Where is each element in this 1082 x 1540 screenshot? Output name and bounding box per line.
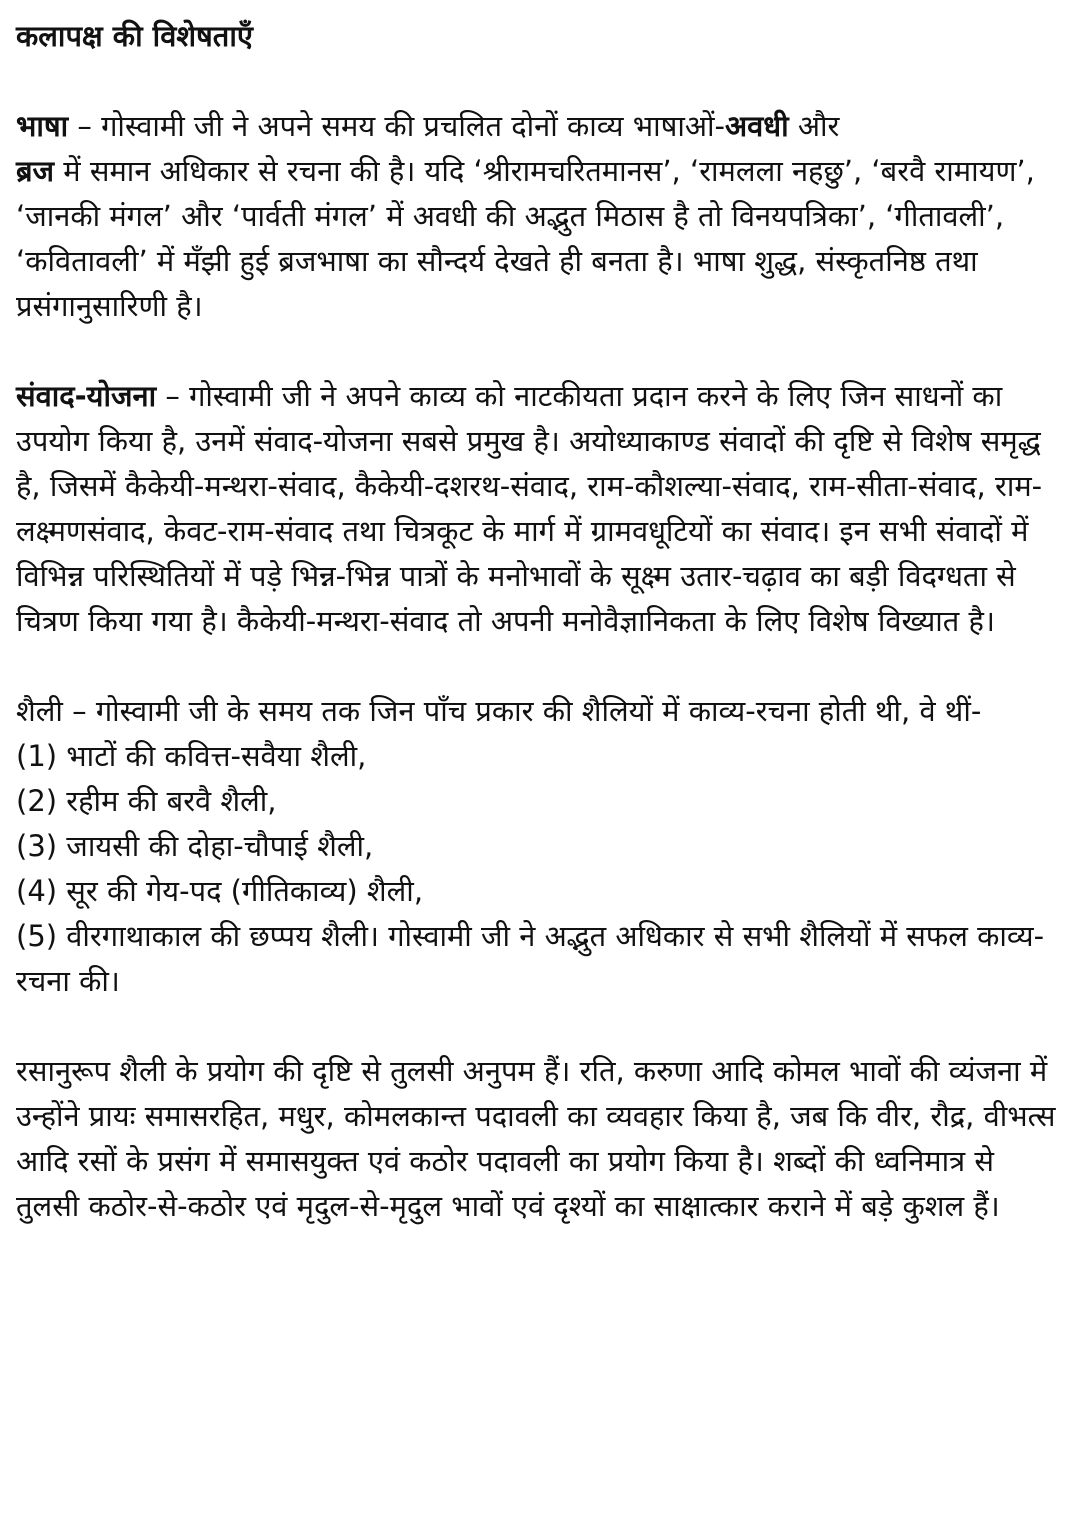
awadhi-term: अवधी xyxy=(725,109,789,143)
shaili-item: (1) भाटों की कवित्त-सवैया शैली, xyxy=(16,739,367,773)
bhasha-text-2: और xyxy=(788,109,840,143)
samvad-paragraph xyxy=(16,374,1056,644)
page-title: कलापक्ष की विशेषताएँ xyxy=(16,19,253,53)
bhasha-text-3: में समान अधिकार से रचना की है। यदि ‘श्रीरामचरितमानस’, ‘रामलला नहछु’, ‘बरवै रामायण’, ‘जानकी मंगल’ और ‘पार्वती मंगल’ में अवधी की अद्भुत मिठास है तो विनयपत्रिका’, ‘गीतावली’, ‘कवितावली’ में मँझी हुई ब्रजभाषा का सौन्दर्य देखते ही बनता है। भाषा शुद्ध, संस्कृतनिष्ठ तथा प्रसंगानुसारिणी है। xyxy=(16,154,1035,323)
shaili-item: (3) जायसी की दोहा-चौपाई शैली, xyxy=(16,829,374,863)
shaili-intro: शैली – गोस्वामी जी के समय तक जिन पाँच प्रकार की शैलियों में काव्य-रचना होती थी, वे थीं- xyxy=(16,694,982,728)
bhasha-paragraph xyxy=(16,104,1056,329)
shaili-section xyxy=(16,689,1056,1004)
bhasha-label: भाषा xyxy=(16,109,69,143)
shaili-item: (5) वीरगाथाकाल की छप्पय शैली। गोस्वामी जी ने अद्भुत अधिकार से सभी शैलियों में सफल काव्य-रचना की। xyxy=(16,919,1045,998)
rasanurup-paragraph: रसानुरूप शैली के प्रयोग की दृष्टि से तुलसी अनुपम हैं। रति, करुणा आदि कोमल भावों की व्यंजना में उन्होंने प्रायः समासरहित, मधुर, कोमलकान्त पदावली का व्यवहार किया है, जब कि वीर, रौद्र, वीभत्स आदि रसों के प्रसंग में समासयुक्त एवं कठोर पदावली का प्रयोग किया है। शब्दों की ध्वनिमात्र से तुलसी कठोर-से-कठोर एवं मृदुल-से-मृदुल भावों एवं दृश्यों का साक्षात्कार कराने में बड़े कुशल हैं। xyxy=(16,1054,1056,1223)
braj-term: ब्रज xyxy=(16,154,55,188)
shaili-item: (2) रहीम की बरवै शैली, xyxy=(16,784,277,818)
shaili-item: (4) सूर की गेय-पद (गीतिकाव्य) शैली, xyxy=(16,874,424,908)
samvad-text: – गोस्वामी जी ने अपने काव्य को नाटकीयता प्रदान करने के लिए जिन साधनों का उपयोग किया है, उनमें संवाद-योजना सबसे प्रमुख है। अयोध्याकाण्ड संवादों की दृष्टि से विशेष समृद्ध है, जिसमें कैकेयी-मन्थरा-संवाद, कैकेयी-दशरथ-संवाद, राम-कौशल्या-संवाद, राम-सीता-संवाद, राम-लक्ष्मणसंवाद, केवट-राम-संवाद तथा चित्रकूट के मार्ग में ग्रामवधूटियों का संवाद। इन सभी संवादों में विभिन्न परिस्थितियों में पड़े भिन्न-भिन्न पात्रों के मनोभावों के सूक्ष्म उतार-चढ़ाव का बड़ी विदग्धता से चित्रण किया गया है। कैकेयी-मन्थरा-संवाद तो अपनी मनोवैज्ञानिकता के लिए विशेष विख्यात है। xyxy=(16,379,1043,638)
bhasha-text-1: – गोस्वामी जी ने अपने समय की प्रचलित दोनों काव्य भाषाओं- xyxy=(68,109,726,143)
samvad-label: संवाद-योजना xyxy=(16,379,157,413)
